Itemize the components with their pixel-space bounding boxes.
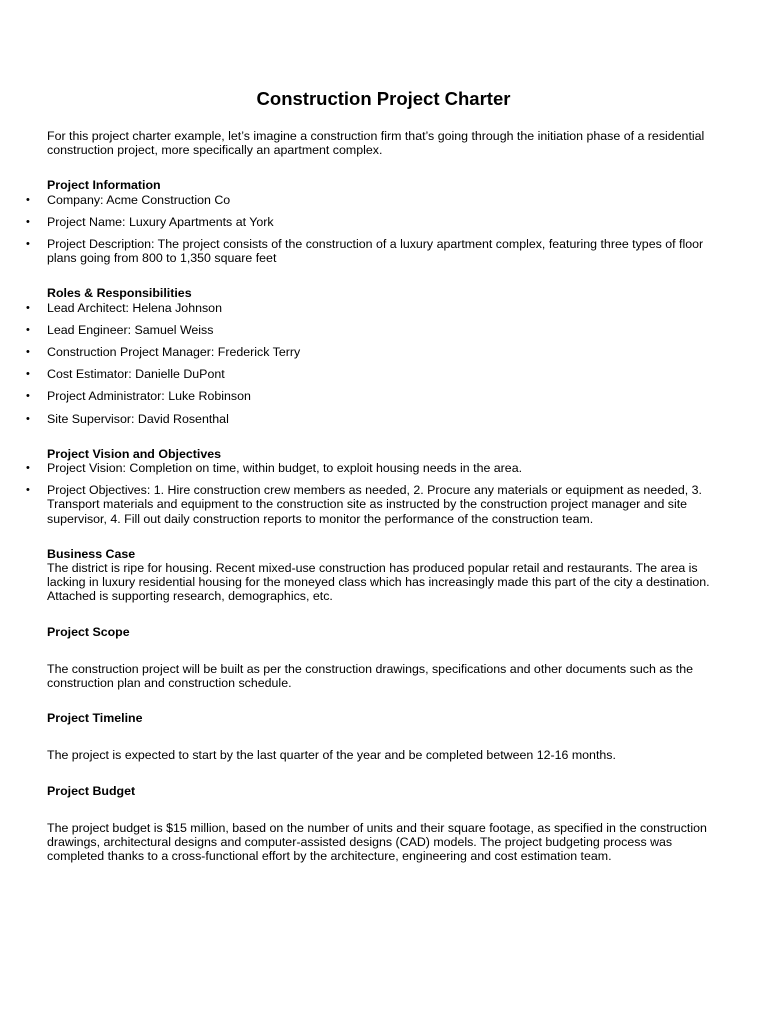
list-item-text: Project Description: The project consists of the construction of a luxury apartment complex, featuring three types of floor plans going from 800 to 1,350 square feet	[47, 237, 704, 266]
list-item	[26, 214, 728, 229]
section-heading-roles: Roles & Responsibilities	[47, 286, 192, 301]
intro-paragraph: For this project charter example, let’s imagine a construction firm that’s going through the initiation phase of a residential construction project, more specifically an apartment complex.	[47, 129, 705, 158]
list-item-text: Company: Acme Construction Co	[47, 192, 231, 207]
list-item-text: Project Objectives: 1. Hire construction crew members as needed, 2. Procure any materials or equipment as needed, 3. Transport materials and equipment to the construction site as instructed by the construction project manager and site supervisor, 4. Fill out daily construction reports to monitor the performance of the construction team.	[47, 483, 702, 526]
list-item	[26, 192, 728, 207]
section-heading-budget: Project Budget	[47, 783, 136, 798]
list-item	[26, 411, 728, 426]
section-heading-business-case: Business Case	[47, 546, 136, 561]
list-item	[26, 345, 728, 360]
bullet-icon: •	[26, 462, 30, 475]
timeline-paragraph: The project is expected to start by the last quarter of the year and be completed between 12-16 months.	[47, 748, 616, 763]
business-case-paragraph: The district is ripe for housing. Recent mixed-use construction has produced popular retail and restaurants. The area is lacking in luxury residential housing for the moneyed class which has increasingly made this part of the city a destination. Attached is supporting research, demographics, etc.	[47, 561, 710, 604]
scope-paragraph: The construction project will be built as per the construction drawings, specifications and other documents such as the construction plan and construction schedule.	[47, 661, 694, 691]
list-item	[26, 322, 728, 337]
list-item	[26, 237, 728, 266]
list-item	[26, 389, 728, 404]
bullet-icon: •	[26, 323, 30, 336]
bullet-icon: •	[26, 368, 30, 381]
list-item-text: Cost Estimator: Danielle DuPont	[47, 367, 225, 382]
section-heading-project-information: Project Information	[47, 178, 161, 193]
section-heading-timeline: Project Timeline	[47, 711, 143, 726]
list-item	[26, 300, 728, 315]
bullet-icon: •	[26, 484, 30, 497]
vision-list	[26, 461, 728, 526]
list-item	[26, 461, 728, 476]
bullet-icon: •	[26, 346, 30, 359]
bullet-icon: •	[26, 215, 30, 228]
bullet-icon: •	[26, 193, 30, 206]
list-item-text: Construction Project Manager: Frederick Terry	[47, 345, 301, 360]
bullet-icon: •	[26, 412, 30, 425]
list-item-text: Project Vision: Completion on time, within budget, to exploit housing needs in the area.	[47, 461, 523, 476]
list-item-text: Lead Engineer: Samuel Weiss	[47, 322, 214, 337]
list-item-text: Lead Architect: Helena Johnson	[47, 300, 222, 315]
budget-paragraph: The project budget is $15 million, based on the number of units and their square footage, as specified in the construction drawings, architectural designs and computer-assisted designs (CAD) models. The project budgeting process was completed thanks to a cross-functional effort by the architecture, engineering and cost estimation team.	[47, 820, 707, 864]
project-information-list	[26, 192, 728, 266]
roles-list	[26, 300, 728, 426]
list-item	[26, 367, 728, 382]
document-title: Construction Project Charter	[256, 88, 511, 109]
bullet-icon: •	[26, 238, 30, 251]
section-heading-scope: Project Scope	[47, 624, 130, 639]
section-heading-vision: Project Vision and Objectives	[47, 446, 221, 461]
list-item	[26, 483, 728, 526]
bullet-icon: •	[26, 301, 30, 314]
bullet-icon: •	[26, 390, 30, 403]
list-item-text: Project Administrator: Luke Robinson	[47, 389, 251, 404]
list-item-text: Site Supervisor: David Rosenthal	[47, 411, 229, 426]
list-item-text: Project Name: Luxury Apartments at York	[47, 214, 274, 229]
